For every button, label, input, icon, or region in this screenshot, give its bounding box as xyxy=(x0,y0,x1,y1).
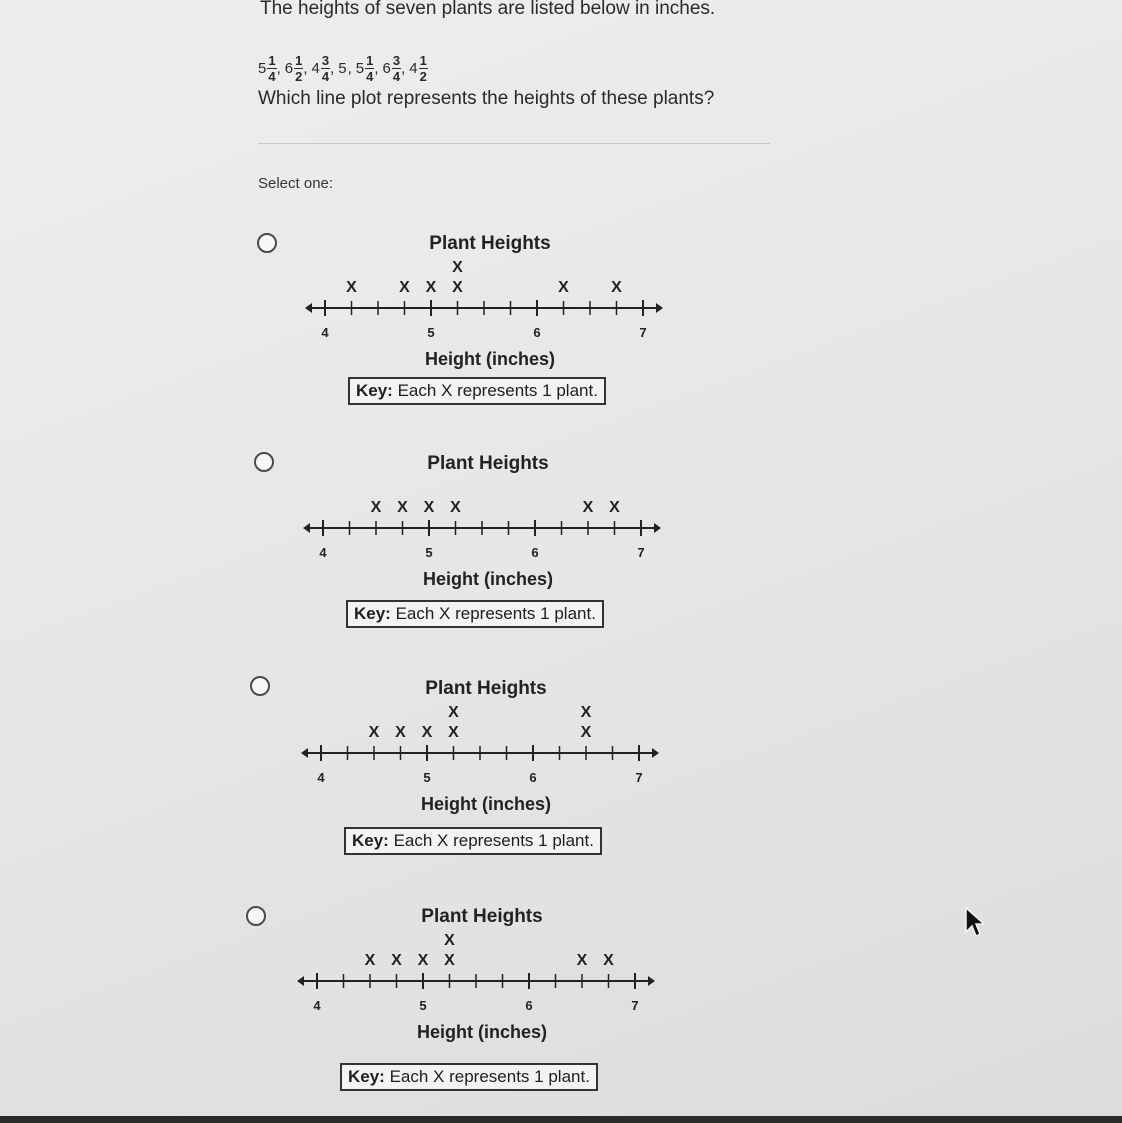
line-plot-c xyxy=(296,667,676,867)
divider xyxy=(258,143,770,144)
radio-button-b[interactable] xyxy=(254,452,274,472)
mixed-number: 4 $\frac{1}{2}$ xyxy=(409,52,427,84)
x-mark: X xyxy=(370,499,382,516)
x-mark: X xyxy=(417,952,429,969)
x-mark: X xyxy=(395,724,406,741)
x-mark: X xyxy=(444,932,455,949)
x-mark: X xyxy=(425,279,437,296)
tick-label: 5 xyxy=(425,545,433,560)
fraction: $\frac{1}{4}$ xyxy=(366,52,374,84)
tick-label: 5 xyxy=(423,770,431,785)
mixed-number: 5 $\frac{1}{4}$ , xyxy=(355,52,379,84)
fraction: $\frac{3}{4}$ xyxy=(321,52,330,84)
tick-label: 5 xyxy=(419,998,427,1013)
tick-label: 6 xyxy=(531,545,539,560)
plot-title: Plant Heights xyxy=(429,233,551,254)
arrow-right-icon xyxy=(648,976,655,986)
tick-label: 6 xyxy=(525,998,533,1013)
x-mark: X xyxy=(391,952,402,969)
fraction: $\frac{1}{2}$ xyxy=(295,52,303,84)
x-mark: X xyxy=(421,724,433,741)
tick-label: 4 xyxy=(313,998,321,1013)
x-mark: X xyxy=(444,952,455,969)
x-mark: X xyxy=(364,952,376,969)
x-mark: X xyxy=(603,952,614,969)
arrow-left-icon xyxy=(305,303,312,313)
x-mark: X xyxy=(611,279,622,296)
line-plot-b xyxy=(298,442,678,642)
answer-option-b[interactable] xyxy=(0,442,1122,642)
axis-title: Height (inches) xyxy=(422,569,554,589)
x-mark: X xyxy=(450,499,461,516)
select-one-label: Select one: xyxy=(258,175,334,192)
key-box: Key: Each X represents 1 plant. xyxy=(346,600,604,628)
x-mark: X xyxy=(580,704,592,721)
tick-label: 7 xyxy=(639,325,647,340)
mixed-number: 6 $\frac{3}{4}$ , xyxy=(382,52,406,84)
axis-title: Height (inches) xyxy=(420,794,552,814)
x-mark: X xyxy=(397,499,408,516)
question-title: The heights of seven plants are listed below in inches. xyxy=(260,0,716,19)
fraction: $\frac{1}{2}$ xyxy=(419,52,427,84)
tick-label: 4 xyxy=(321,325,329,340)
mixed-number: 5 $\frac{1}{4}$ , xyxy=(258,52,281,84)
plot-title: Plant Heights xyxy=(425,678,547,699)
mouse-cursor-icon xyxy=(964,906,990,940)
axis-title: Height (inches) xyxy=(424,349,556,369)
x-mark: X xyxy=(452,279,463,296)
radio-button-c[interactable] xyxy=(250,676,270,696)
question-prompt: Which line plot represents the heights of these plants? xyxy=(258,88,715,109)
tick-label: 7 xyxy=(637,545,645,560)
x-mark: X xyxy=(452,259,463,276)
plot-title: Plant Heights xyxy=(427,453,549,474)
tick-label: 6 xyxy=(529,770,537,785)
key-box: Key: Each X represents 1 plant. xyxy=(344,827,602,855)
radio-button-d[interactable] xyxy=(246,906,266,926)
plant-heights-list xyxy=(258,46,428,90)
fraction: $\frac{3}{4}$ xyxy=(392,52,401,84)
tick-label: 5 xyxy=(427,325,435,340)
arrow-left-icon xyxy=(303,523,310,533)
answer-option-d[interactable] xyxy=(0,895,1122,1095)
key-box: Key: Each X represents 1 plant. xyxy=(348,377,606,405)
radio-button-a[interactable] xyxy=(257,233,277,253)
tick-label: 7 xyxy=(631,998,639,1013)
x-mark: X xyxy=(399,279,410,296)
x-mark: X xyxy=(576,952,588,969)
plot-title: Plant Heights xyxy=(421,906,543,927)
tick-label: 7 xyxy=(635,770,643,785)
arrow-left-icon xyxy=(297,976,304,986)
x-mark: X xyxy=(448,704,459,721)
axis-title: Height (inches) xyxy=(416,1022,548,1042)
x-mark: X xyxy=(558,279,569,296)
mixed-number: 6 $\frac{1}{2}$ , xyxy=(284,52,308,84)
x-mark: X xyxy=(582,499,594,516)
x-mark: X xyxy=(368,724,380,741)
x-mark: X xyxy=(580,724,592,741)
key-box: Key: Each X represents 1 plant. xyxy=(340,1063,598,1091)
mixed-number: 5 , xyxy=(338,59,352,77)
tick-label: 4 xyxy=(319,545,327,560)
x-mark: X xyxy=(423,499,435,516)
arrow-left-icon xyxy=(301,748,308,758)
arrow-right-icon xyxy=(652,748,659,758)
tick-label: 6 xyxy=(533,325,541,340)
x-mark: X xyxy=(448,724,459,741)
arrow-right-icon xyxy=(656,303,663,313)
x-mark: X xyxy=(346,279,357,296)
answer-option-a[interactable] xyxy=(0,222,1122,422)
fraction: $\frac{1}{4}$ xyxy=(268,52,276,84)
line-plot-a xyxy=(300,222,680,422)
bottom-bezel xyxy=(0,1116,1122,1123)
line-plot-d xyxy=(292,895,672,1095)
x-mark: X xyxy=(609,499,620,516)
tick-label: 4 xyxy=(317,770,325,785)
answer-option-c[interactable] xyxy=(0,667,1122,867)
arrow-right-icon xyxy=(654,523,661,533)
mixed-number: 4 $\frac{3}{4}$ , xyxy=(311,52,335,84)
